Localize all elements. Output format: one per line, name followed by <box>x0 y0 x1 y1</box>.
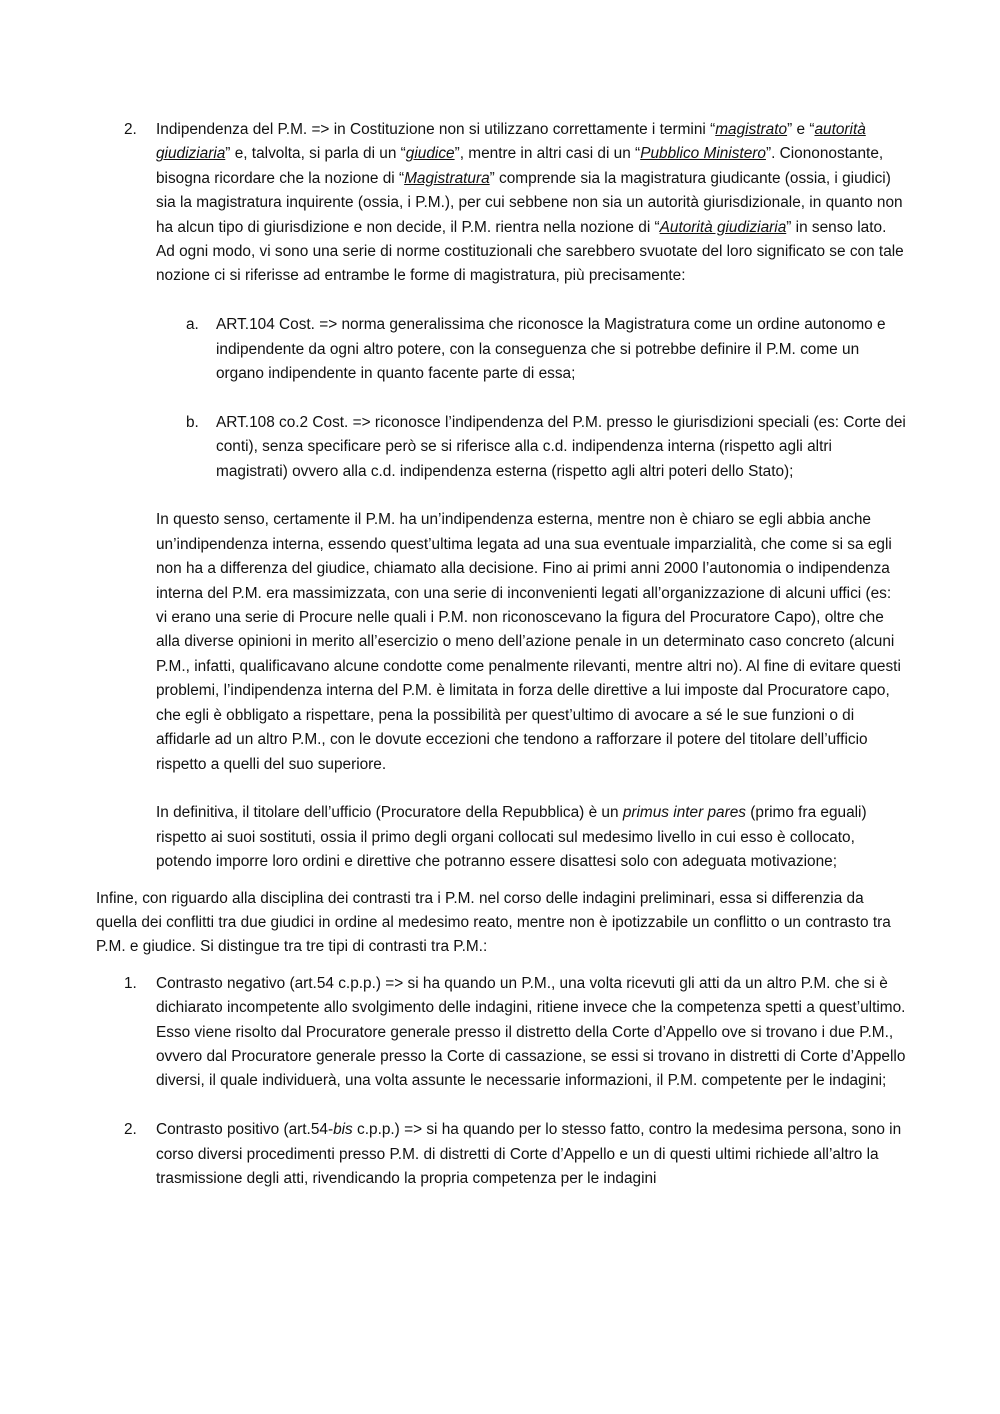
spacer <box>0 1094 1000 1118</box>
spacer <box>0 875 1000 887</box>
term-autorita-giudiziaria-2: Autorità giudiziaria <box>659 218 787 236</box>
term-pubblico-ministero: Pubblico Ministero <box>640 145 766 163</box>
spacer <box>0 386 1000 410</box>
list-item-contrasto-positivo <box>0 1118 906 1191</box>
sub-item-letter: b. <box>186 413 199 431</box>
sub-item-a <box>0 313 906 386</box>
list-number: 2. <box>124 121 137 138</box>
list-item-contrasto-negativo <box>0 972 906 1094</box>
list-number: 1. <box>124 974 137 992</box>
sub-item-b <box>0 411 906 484</box>
spacer <box>0 484 1000 508</box>
term-autorita-giudiziaria: autorità giudiziaria <box>156 121 866 163</box>
paragraph-art104: ART.104 Cost. => norma generalissima che riconosce la Magistratura come un ordine autonomo e indipendente da ogni altro potere, con la conseguenza che si potrebbe definire il P.M. come un organo indipendente in quanto facente parte di essa; <box>216 316 886 383</box>
term-primus-inter-pares: primus inter pares <box>622 804 746 822</box>
document-page <box>0 118 1000 1191</box>
paragraph-in-definitiva: In definitiva, il titolare dell’ufficio (Procuratore della Repubblica) è un primus inter pares (primo fra eguali) rispetto ai suoi sostituti, ossia il primo degli organi collocati sul medesimo livello in cui esso è collocato, potendo imporre loro ordini e direttive che potranno essere disattesi solo con adeguata motivazione; <box>156 804 867 871</box>
term-giudice: giudice <box>405 145 455 163</box>
term-magistrato: magistrato <box>715 121 788 138</box>
paragraph-indipendenza: Indipendenza del P.M. => in Costituzione non si utilizzano correttamente i termini “magistrato” e “autorità giudiziaria” e, talvolta, si parla di un “giudice”, mentre in altri casi di un “Pubblico Ministero”. Ciononostante, bisogna ricordare che la nozione di “Magistratura” comprende sia la magistratura giudicante (ossia, i giudici) sia la magistratura inquirente (ossia, i P.M.), per cui sebbene non sia un autorità giurisdizionale, in quanto non ha alcun tipo di giurisdizione e non decide, il P.M. rientra nella nozione di “Autorità giudiziaria” in senso lato. Ad ogni modo, vi sono una serie di norme costituzionali che sarebbero svuotate del loro significato se con tale nozione ci si riferisse ad entrambe le forme di magistratura, più precisamente: <box>156 121 904 285</box>
spacer <box>0 777 1000 801</box>
paragraph-contrasto-positivo: Contrasto positivo (art.54-bis c.p.p.) => si ha quando per lo stesso fatto, contro la medesima persona, sono in corso diversi procedimenti presso P.M. di distretti di Corte d’Appello e un di questi ultimi richiede all’altro la trasmissione degli atti, rivendicando la propria competenza per le indagini <box>156 1121 902 1187</box>
spacer <box>0 289 1000 313</box>
list-number: 2. <box>124 1121 137 1139</box>
term-bis: bis <box>333 1121 353 1139</box>
paragraph-contrasto-negativo: Contrasto negativo (art.54 c.p.p.) => si ha quando un P.M., una volta ricevuti gli atti da un altro P.M. che si è dichiarato incompetente allo svolgimento delle indagini, ritiene invece che la competenza spetti a quest’ultimo. Esso viene risolto dal Procuratore generale presso il distretto della Corte d’Appello ove si trovano i due P.M., ovvero dal Procuratore generale presso la Corte di cassazione, se essi si trovano in distretti di Corte d’Appello diversi, il quale individuerà, una volta assunte le necessarie informazioni, il P.M. competente per le indagini; <box>156 974 906 1090</box>
list-item-indipendenza <box>0 118 906 289</box>
term-magistratura: Magistratura <box>404 169 490 187</box>
paragraph-art108: ART.108 co.2 Cost. => riconosce l’indipendenza del P.M. presso le giurisdizioni speciali (es: Corte dei conti), senza specificare però se si riferisce alla c.d. indipendenza interna (rispetto agli altri magistrati) ovvero alla c.d. indipendenza esterna (rispetto agli altri poteri dello Stato); <box>216 413 906 480</box>
sub-item-letter: a. <box>186 316 199 334</box>
paragraph-in-questo-senso: In questo senso, certamente il P.M. ha un’indipendenza esterna, mentre non è chiaro se egli abbia anche un’indipendenza interna, essendo quest’ultima legata ad una sua eventuale imparzialità, che come si sa egli non ha a differenza del giudice, chiamato alla decisione. Fino ai primi anni 2000 l’autonomia o indipendenza interna del P.M. era massimizzata, con una serie di inconvenienti legati all’organizzazione di alcuni uffici (es: vi erano una serie di Procure nelle quali i P.M. non riconoscevano la figura del Procuratore Capo), oltre che alla diverse opinioni in merito all’esercizio o meno dell’azione penale in un determinato caso concreto (alcuni P.M., infatti, qualificavano alcune condotte come penalmente rilevanti, mentre altri no). Al fine di evitare questi problemi, l’indipendenza interna del P.M. è limitata in forza delle direttive a lui imposte dal Procuratore capo, che egli è obbligato a rispettare, pena la possibilità per quest’ultimo di avocare a sé le sue funzioni o di affidarle ad un altro P.M., con le dovute eccezioni che tendono a rafforzare il potere del titolare dell’ufficio rispetto a quelli del suo superiore. <box>156 511 901 773</box>
paragraph-infine: Infine, con riguardo alla disciplina dei contrasti tra i P.M. nel corso delle indagini preliminari, essa si differenzia da quella dei conflitti tra due giudici in ordine al medesimo reato, mentre non è ipotizzabile un conflitto o un contrasto tra P.M. e giudice. Si distingue tra tre tipi di contrasti tra P.M.: <box>96 889 891 956</box>
spacer <box>0 960 1000 972</box>
